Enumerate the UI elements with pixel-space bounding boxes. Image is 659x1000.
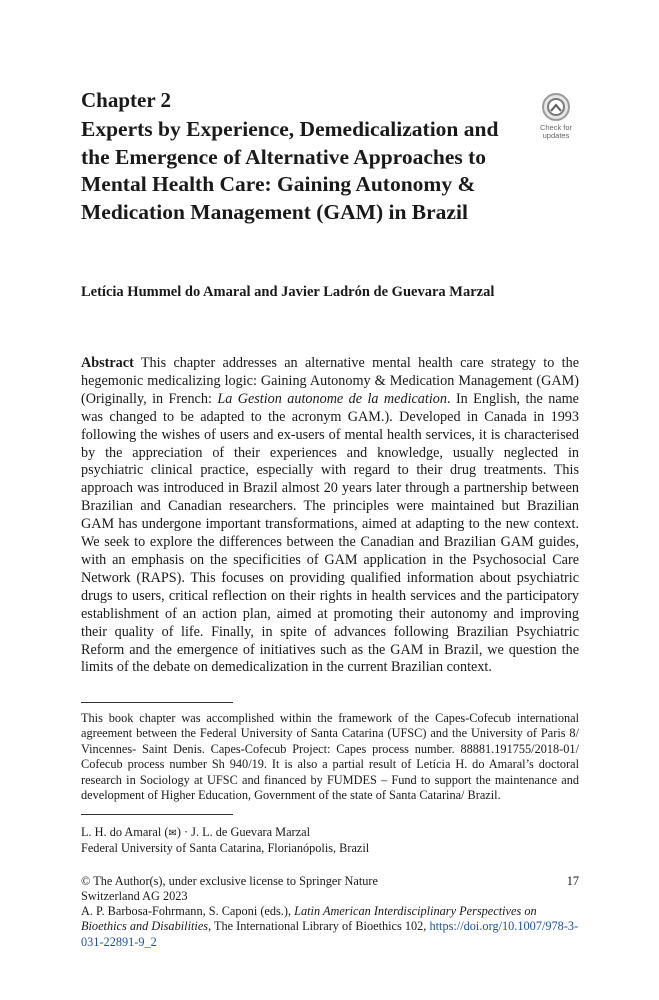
page-number: 17 [566, 874, 579, 888]
author-list: Letícia Hummel do Amaral and Javier Ladrón de Guevara Marzal [81, 284, 495, 300]
affiliation-divider [81, 814, 233, 815]
copyright-notice [81, 874, 501, 905]
badge-line-2: updates [542, 131, 570, 140]
doi-link[interactable]: https://doi.org/10.1007/978-3-031-22891-9_2 [81, 919, 579, 949]
author-a: L. H. do Amaral ( [81, 825, 169, 839]
check-for-updates-badge[interactable] [533, 92, 579, 142]
abstract-label: Abstract [81, 355, 134, 371]
citation-series: , The International Library of Bioethics 102, [208, 919, 430, 934]
author-line [81, 825, 579, 841]
abstract-text-2: . In English, the name was changed to be adapted to the acronym GAM.). Developed in Canada in 1993 following the wishes of users and ex-users of mental health services, it is characterised by the appreciation of their experiences and knowledge, usually neglected in psychiatric clinical practice, especially with regard to their drug treatments. This approach was introduced in Brazil almost 20 years later through a partnership between Brazilian and Canadian researchers. The principles were maintained but Brazilian GAM has undergone important transformations, aimed at adapting to the new context. We seek to explore the differences between the Canadian and Brazilian GAM guides, with an emphasis on the specificities of GAM application in the Psychosocial Care Network (RAPS). This focuses on providing qualified information about psychiatric drugs to users, critical reflection on their rights in health services and the participatory establishment of an action plan, aimed at promoting their autonomy and improving their quality of life. Finally, in spite of advances following Brazilian Psychiatric Reform and the emergence of initiatives such as the GAM in Brazil, we question the limits of the debate on demedicalization in the current Brazilian context. [81, 390, 579, 676]
abstract-paragraph [81, 355, 579, 677]
chapter-title: Experts by Experience, Demedicalization and the Emergence of Alternative Approaches to Mental Health Care: Gaining Autonomy & Medication Management (GAM) in Brazil [81, 117, 499, 224]
badge-line-1: Check for [539, 123, 573, 132]
chapter-number: Chapter 2 [81, 88, 172, 112]
author-b: ) · J. L. de Guevara Marzal [176, 825, 310, 839]
copyright-line-2: Switzerland AG 2023 [81, 889, 188, 904]
abstract-text-italic: La Gestion autonome de la medication [217, 390, 447, 407]
institution: Federal University of Santa Catarina, Florianópolis, Brazil [81, 841, 370, 856]
affiliation-block [81, 825, 579, 857]
footnote-divider [81, 702, 233, 703]
funding-footnote: This book chapter was accomplished within the framework of the Capes-Cofecub international agreement between the Federal University of Santa Catarina (UFSC) and the University of Paris 8/ Vincennes- Saint Denis. Capes-Cofecub Project: Capes process number. 88881.191755/2018-01/ Cofecub process number Sh 940/19. It is also a partial result of Letícia H. do Amaral’s doctoral research in Sociology at UFSC and financed by FUMDES – Fund to support the maintenance and development of Higher Education, Government of the state of Santa Catarina/ Brazil. [81, 711, 579, 803]
abstract-text-1: This chapter addresses an alternative mental health care strategy to the hegemonic medicalizing logic: Gaining Autonomy & Medication Management (GAM) (Originally, in French: [81, 355, 580, 407]
envelope-icon[interactable]: ✉ [168, 828, 177, 839]
citation-prefix: A. P. Barbosa-Fohrmann, S. Caponi (eds.), [81, 904, 295, 918]
copyright-line-1: © The Author(s), under exclusive license to Springer Nature [81, 874, 378, 888]
book-citation [81, 904, 579, 950]
check-for-updates-icon [541, 92, 571, 122]
citation-book-title: Latin American Interdisciplinary Perspectives on Bioethics and Disabilities [81, 904, 537, 934]
